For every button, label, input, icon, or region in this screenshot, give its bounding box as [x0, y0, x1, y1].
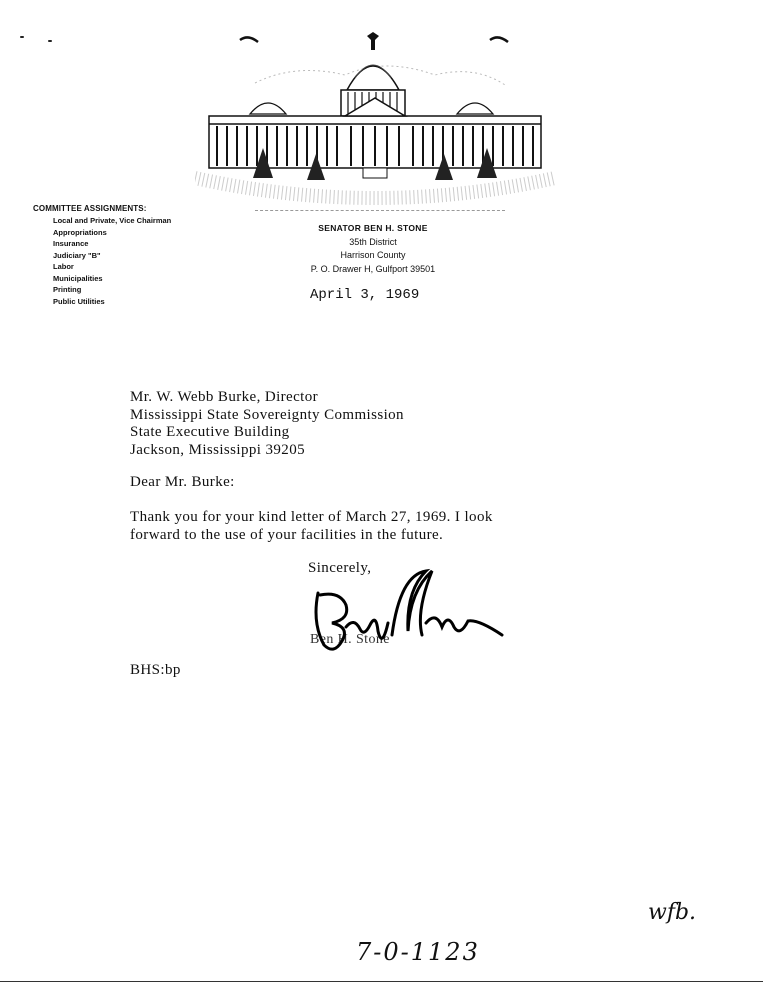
- senator-district: 35th District: [349, 236, 397, 247]
- committee-item: Printing: [53, 285, 82, 294]
- committee-item: Appropriations: [53, 227, 107, 237]
- committee-item: Local and Private, Vice Chairman: [53, 216, 172, 225]
- letter-body: [130, 509, 650, 544]
- salutation: Dear Mr. Burke:: [130, 474, 235, 490]
- recipient-line: Mississippi State Sovereignty Commission: [130, 406, 404, 423]
- handwritten-file-number: 7-0-1123: [356, 938, 480, 966]
- scan-speck: [48, 40, 52, 42]
- senator-address: P. O. Drawer H, Gulfport 39501: [310, 263, 436, 274]
- committee-item: Public Utilities: [53, 296, 105, 306]
- recipient-line: State Executive Building: [130, 424, 290, 440]
- recipient-line: Mr. W. Webb Burke, Director: [130, 389, 319, 405]
- committee-assignments: [33, 204, 171, 307]
- senator-block: [268, 222, 478, 276]
- handwritten-signature: [306, 565, 506, 665]
- recipient-line: Jackson, Mississippi 39205: [130, 441, 305, 458]
- letter-date: April 3, 1969: [310, 287, 420, 303]
- senator-county: Harrison County: [340, 250, 406, 260]
- committee-item: Insurance: [53, 239, 89, 248]
- closing: Sincerely,: [308, 560, 372, 576]
- senator-name: SENATOR BEN H. STONE: [318, 223, 428, 233]
- scan-edge-line: [0, 981, 763, 982]
- capitol-building-engraving: [195, 28, 555, 208]
- typist-initials: BHS:bp: [130, 662, 181, 678]
- scan-speck: [20, 36, 24, 38]
- letterhead-divider: [255, 210, 505, 211]
- committee-list: [53, 215, 171, 307]
- committee-item: Judiciary "B": [53, 250, 101, 260]
- committee-item: Municipalities: [53, 273, 103, 283]
- recipient-address: [130, 389, 404, 459]
- committee-item: Labor: [53, 262, 74, 271]
- body-line: Thank you for your kind letter of March 27, 1969. I look: [130, 509, 493, 525]
- body-line: forward to the use of your facilities in the future.: [130, 526, 444, 543]
- typed-signer-name: Ben H. Stone: [310, 632, 390, 647]
- handwritten-initials: wfb.: [648, 900, 697, 925]
- committee-heading: COMMITTEE ASSIGNMENTS:: [33, 204, 147, 213]
